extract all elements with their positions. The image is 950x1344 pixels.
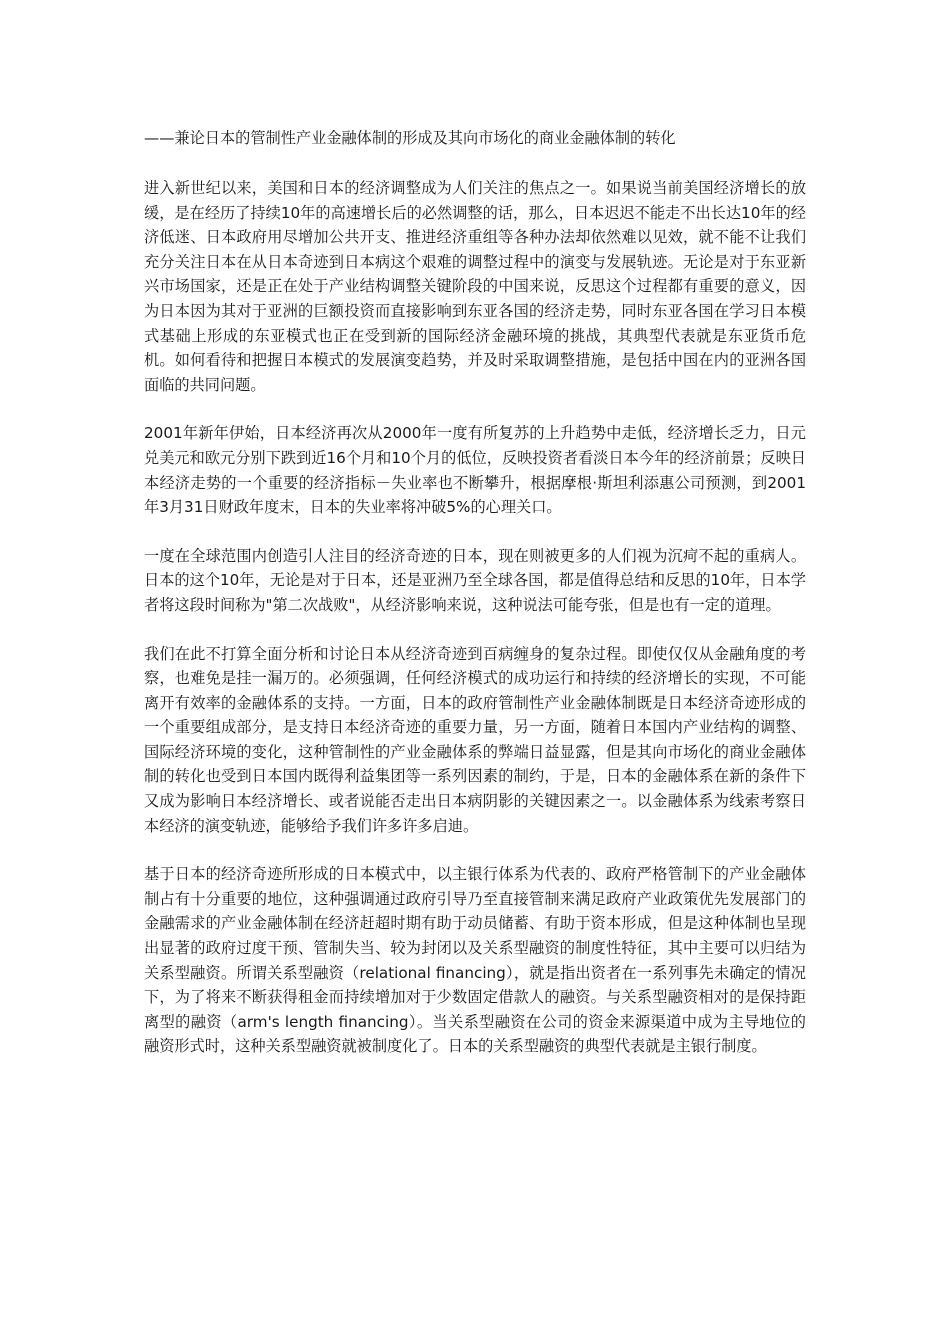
paragraph-4: 我们在此不打算全面分析和讨论日本从经济奇迹到百病缠身的复杂过程。即使仅仅从金融角度的考察，也难免是挂一漏万的。必须强调，任何经济模式的成功运行和持续的经济增长的实现，不可能离开有效率的金融体系的支持。一方面，日本的政府管制性产业金融体制既是日本经济奇迹形成的一个重要组成部分，是支持日本经济奇迹的重要力量，另一方面，随着日本国内产业结构的调整、国际经济环境的变化，这种管制性的产业金融体系的弊端日益显露，但是其向市场化的商业金融体制的转化也受到日本国内既得利益集团等一系列因素的制约，于是，日本的金融体系在新的条件下又成为影响日本经济增长、或者说能否走出日本病阴影的关键因素之一。以金融体系为线索考察日本经济的演变轨迹，能够给予我们许多许多启迪。 xyxy=(144,644,806,835)
paragraph-3: 一度在全球范围内创造引人注目的经济奇迹的日本，现在则被更多的人们视为沉疴不起的重病人。日本的这个10年，无论是对于日本，还是亚洲乃至全球各国，都是值得总结和反思的10年，日本学者将这段时间称为"第二次战败"，从经济影响来说，这种说法可能夸张，但是也有一定的道理。 xyxy=(144,546,806,614)
document-page xyxy=(144,126,806,1083)
paragraph-1: 进入新世纪以来，美国和日本的经济调整成为人们关注的焦点之一。如果说当前美国经济增长的放缓，是在经历了持续10年的高速增长后的必然调整的话，那么，日本迟迟不能走不出长达10年的经济低迷、日本政府用尽增加公共开支、推进经济重组等各种办法却依然难以见效，就不能不让我们充分关注日本在从日本奇迹到日本病这个艰难的调整过程中的演变与发展轨迹。无论是对于东亚新兴市场国家，还是正在处于产业结构调整关键阶段的中国来说，反思这个过程都有重要的意义，因为日本因为其对于亚洲的巨额投资而直接影响到东亚各国的经济走势，同时东亚各国在学习日本模式基础上形成的东亚模式也正在受到新的国际经济金融环境的挑战，其典型代表就是东亚货币危机。如何看待和把握日本模式的发展演变趋势，并及时采取调整措施，是包括中国在内的亚洲各国面临的共同问题。 xyxy=(144,179,806,394)
document-subtitle: ——兼论日本的管制性产业金融体制的形成及其向市场化的商业金融体制的转化 xyxy=(144,129,676,147)
paragraph-5: 基于日本的经济奇迹所形成的日本模式中，以主银行体系为代表的、政府严格管制下的产业金融体制占有十分重要的地位，这种强调通过政府引导乃至直接管制来满足政府产业政策优先发展部门的金融需求的产业金融体制在经济赶超时期有助于动员储蓄、有助于资本形成，但是这种体制也呈现出显著的政府过度干预、管制失当、较为封闭以及关系型融资的制度性特征，其中主要可以归结为关系型融资。所谓关系型融资（relational financing），就是指出资者在一系列事先未确定的情况下，为了将来不断获得租金而持续增加对于少数固定借款人的融资。与关系型融资相对的是保持距离型的融资（arm's length financing）。当关系型融资在公司的资金来源渠道中成为主导地位的融资形式时，这种关系型融资就被制度化了。日本的关系型融资的典型代表就是主银行制度。 xyxy=(144,865,806,1056)
paragraph-2: 2001年新年伊始，日本经济再次从2000年一度有所复苏的上升趋势中走低，经济增长乏力，日元兑美元和欧元分别下跌到近16个月和10个月的低位，反映投资者看淡日本今年的经济前景；反映日本经济走势的一个重要的经济指标－失业率也不断攀升，根据摩根·斯坦利添惠公司预测，到2001年3月31日财政年度末，日本的失业率将冲破5%的心理关口。 xyxy=(144,424,806,517)
